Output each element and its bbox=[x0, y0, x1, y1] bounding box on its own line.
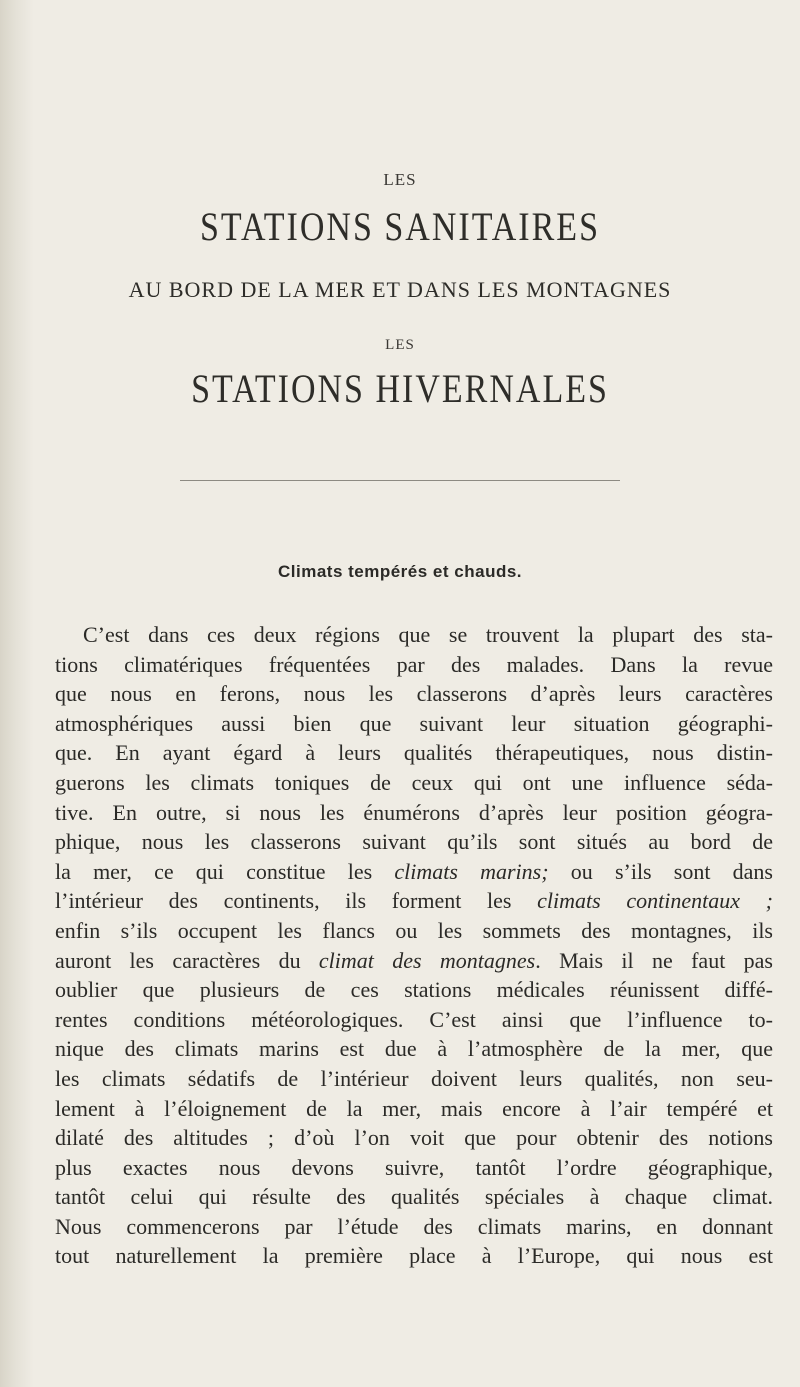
text-line: nique des climats marins est due à l’atmosphère de la mer, que bbox=[55, 1036, 773, 1062]
text-run: la mer, ce qui constitue les bbox=[55, 858, 395, 884]
text-line bbox=[55, 886, 773, 916]
text-line: tantôt celui qui résulte des qualités spéciales à chaque climat. bbox=[55, 1184, 773, 1210]
text-line: les climats sédatifs de l’intérieur doivent leurs qualités, non seu- bbox=[55, 1065, 773, 1091]
text-line: tions climatériques fréquentées par des malades. Dans la revue bbox=[55, 651, 773, 677]
page-subtitle: AU BORD DE LA MER ET DANS LES MONTAGNES bbox=[128, 277, 672, 302]
page-title-2: STATIONS HIVERNALES bbox=[191, 367, 609, 412]
section-heading: Climats tempérés et chauds. bbox=[277, 562, 523, 581]
header-kicker: LES bbox=[383, 170, 417, 189]
body-paragraph bbox=[55, 620, 773, 1271]
text-line: rentes conditions météorologiques. C’est ainsi que l’influence to- bbox=[55, 1006, 773, 1032]
text-line: Nous commencerons par l’étude des climats marins, en donnant bbox=[55, 1213, 773, 1239]
text-run: auront les caractères du bbox=[55, 947, 319, 973]
text-run: ou s’ils sont dans bbox=[548, 858, 773, 884]
text-line: phique, nous les classerons suivant qu’ils sont situés au bord de bbox=[55, 829, 773, 855]
text-line: enfin s’ils occupent les flancs ou les sommets des montagnes, ils bbox=[55, 917, 773, 943]
text-run: l’intérieur des continents, ils forment les bbox=[55, 888, 538, 914]
text-line: tive. En outre, si nous les énumérons d’après leur position géogra- bbox=[55, 799, 773, 825]
text-line: que. En ayant égard à leurs qualités thérapeutiques, nous distin- bbox=[55, 740, 773, 766]
text-line: plus exactes nous devons suivre, tantôt l’ordre géographique, bbox=[55, 1154, 773, 1180]
text-run: . Mais il ne faut pas bbox=[535, 947, 773, 973]
section-divider bbox=[180, 480, 620, 481]
text-line: C’est dans ces deux régions que se trouvent la plupart des sta- bbox=[83, 622, 773, 647]
italic-term-climats-continentaux: climats continentaux ; bbox=[537, 888, 773, 914]
text-line bbox=[55, 946, 773, 976]
header-kicker-2: LES bbox=[385, 337, 415, 353]
text-line: dilaté des altitudes ; d’où l’on voit que pour obtenir des notions bbox=[55, 1125, 773, 1151]
italic-term-climat-des-montagnes: climat des montagnes bbox=[318, 947, 536, 973]
italic-term-climats-marins: climats marins; bbox=[394, 858, 549, 884]
page-title: STATIONS SANITAIRES bbox=[200, 205, 600, 250]
text-line bbox=[55, 857, 773, 887]
text-line: atmosphériques aussi bien que suivant leur situation géographi- bbox=[55, 710, 773, 736]
text-line: guerons les climats toniques de ceux qui ont une influence séda- bbox=[55, 769, 773, 795]
text-line: oublier que plusieurs de ces stations médicales réunissent diffé- bbox=[55, 977, 773, 1003]
text-line: lement à l’éloignement de la mer, mais encore à l’air tempéré et bbox=[55, 1095, 773, 1121]
text-line: que nous en ferons, nous les classerons d’après leurs caractères bbox=[55, 681, 773, 707]
text-line: tout naturellement la première place à l’Europe, qui nous est bbox=[55, 1243, 773, 1269]
